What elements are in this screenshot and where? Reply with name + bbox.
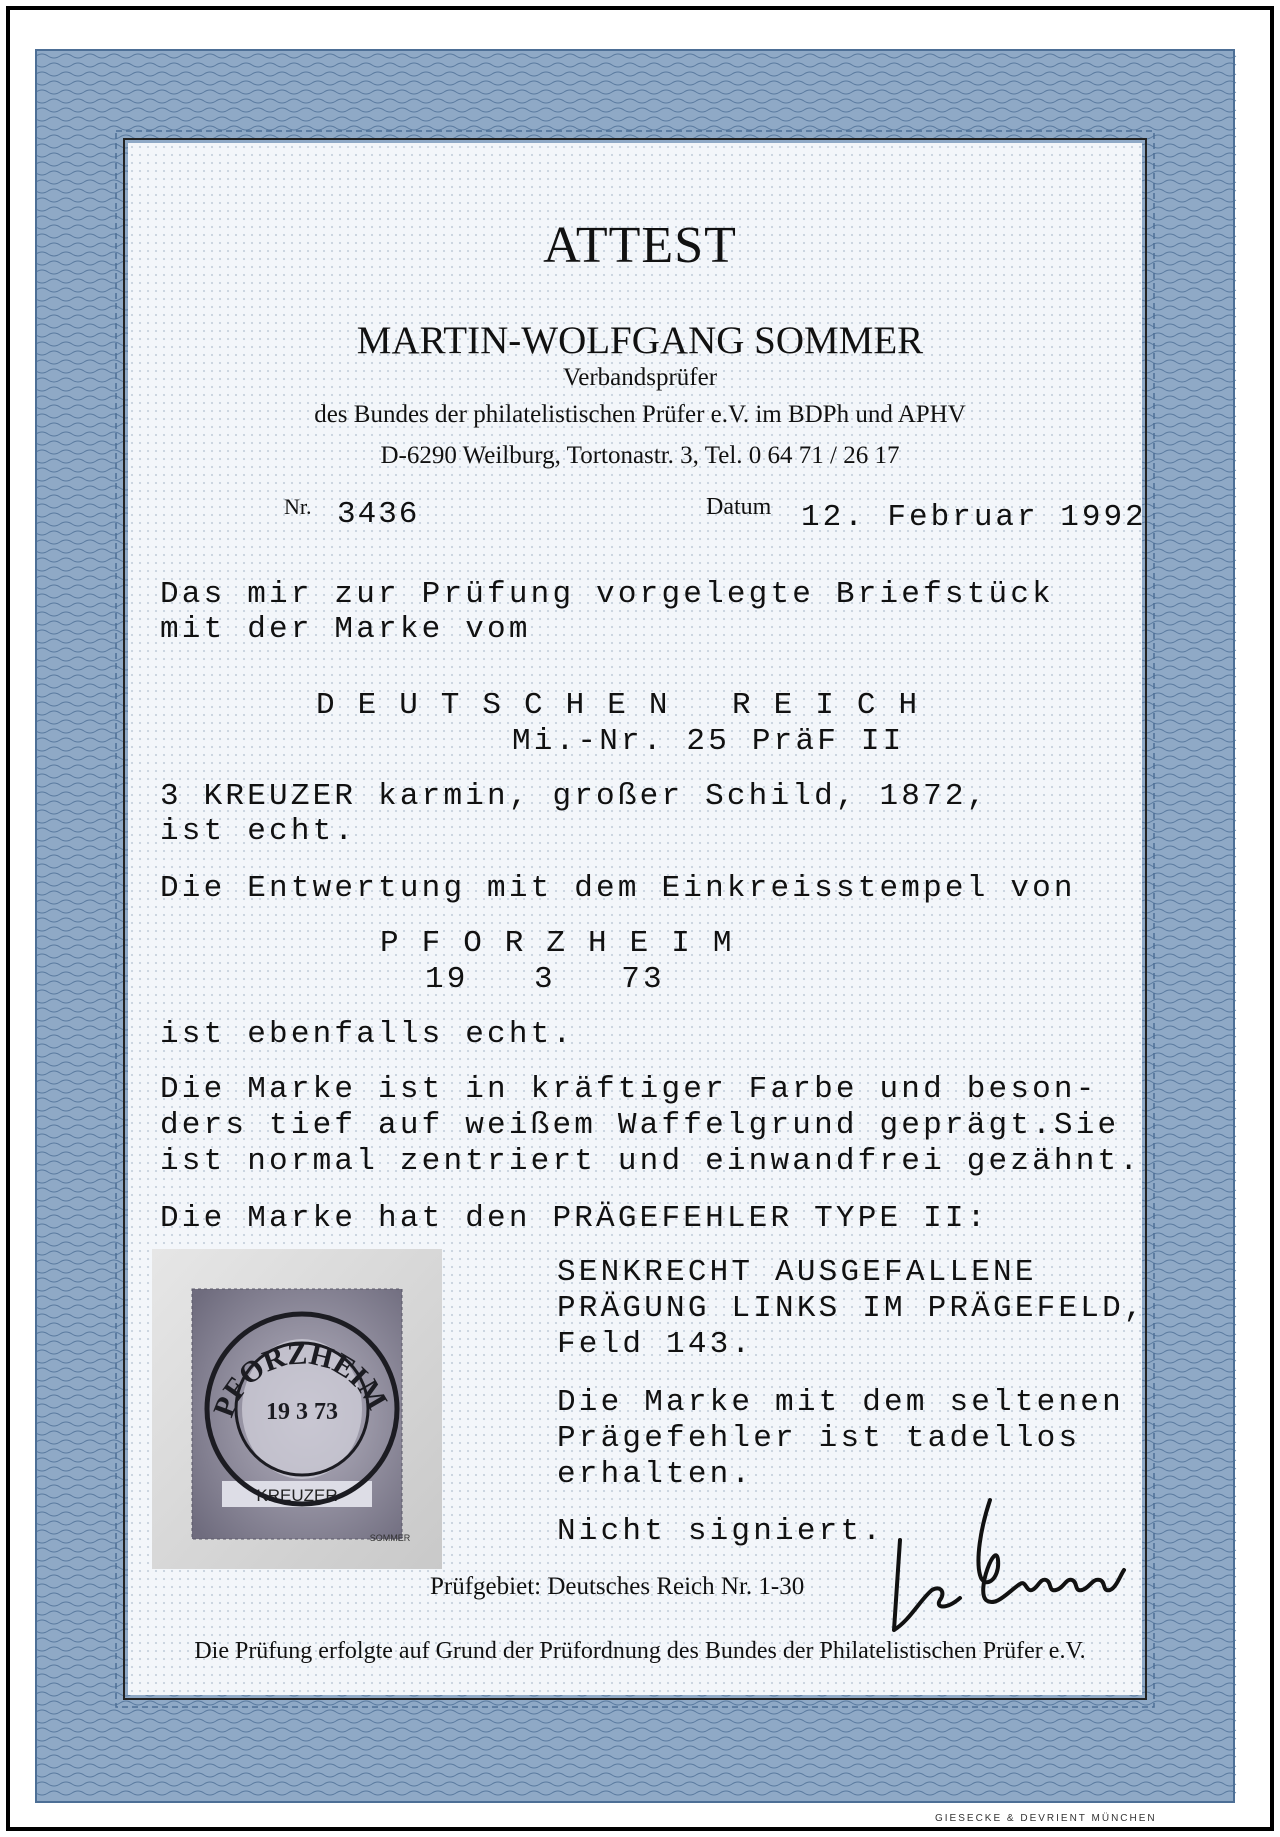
condition-line-1: Die Marke ist in kräftiger Farbe und beson- [160, 1072, 1098, 1107]
certificate-title: ATTEST [543, 217, 737, 274]
postmark-town-text: PFORZHEIM [207, 1337, 394, 1422]
error-intro: Die Marke hat den PRÄGEFEHLER TYPE II: [160, 1201, 989, 1236]
certificate-number: 3436 [337, 497, 420, 532]
nr-label: Nr. [284, 494, 312, 519]
postmark-date-text: 19 3 73 [266, 1399, 338, 1425]
stamp-photo [152, 1249, 442, 1569]
cancellation-genuine-statement: ist ebenfalls echt. [160, 1017, 575, 1052]
printer-imprint: GIESECKE & DEVRIENT MÜNCHEN [935, 1813, 1157, 1824]
intro-line-2: mit der Marke vom [160, 612, 531, 647]
error-line-1: SENKRECHT AUSGEFALLENE [557, 1255, 1037, 1290]
not-signed-note: Nicht signiert. [557, 1514, 885, 1549]
condition-line-2: ders tief auf weißem Waffelgrund geprägt.Sie [160, 1108, 1120, 1143]
error-line-2: PRÄGUNG LINKS IM PRÄGEFELD, [557, 1291, 1146, 1326]
cancellation-date: 19 3 73 [425, 962, 665, 997]
examination-scope: Prüfgebiet: Deutsches Reich Nr. 1-30 [430, 1573, 805, 1600]
rare-line-1: Die Marke mit dem seltenen [557, 1385, 1124, 1420]
examiner-name: MARTIN-WOLFGANG SOMMER [356, 319, 924, 362]
date-label: Datum [706, 494, 772, 520]
examiner-role: Verbandsprüfer [562, 364, 718, 391]
rare-line-2: Prägefehler ist tadellos [557, 1421, 1081, 1456]
certificate-date: 12. Februar 1992 [801, 500, 1147, 535]
condition-line-3: ist normal zentriert und einwandfrei gezähnt. [160, 1144, 1142, 1179]
handwritten-signature [880, 1480, 1140, 1650]
error-line-3: Feld 143. [557, 1327, 754, 1362]
stamp-description: 3 KREUZER karmin, großer Schild, 1872, [160, 779, 989, 814]
intro-line-1: Das mir zur Prüfung vorgelegte Briefstück [160, 577, 1054, 612]
rare-line-3: erhalten. [557, 1457, 754, 1492]
examination-regulation: Die Prüfung erfolgte auf Grund der Prüfordnung des Bundes der Philatelistischen Prüfer e.V. [194, 1638, 1086, 1664]
catalog-number: Mi.-Nr. 25 PräF II [512, 724, 905, 759]
cancellation-intro: Die Entwertung mit dem Einkreisstempel von [160, 871, 1076, 906]
stamp-genuine-statement: ist echt. [160, 814, 357, 849]
guarantee-mark-text: SOMMER [369, 1533, 411, 1543]
examiner-address: D-6290 Weilburg, Tortonastr. 3, Tel. 0 64 71 / 26 17 [380, 442, 900, 469]
country-name: DEUTSCHEN REICH [316, 688, 941, 723]
cancellation-town: PFORZHEIM [380, 926, 755, 961]
stamp-value-text: KREUZER [256, 1486, 338, 1505]
examiner-association: des Bundes der philatelistischen Prüfer e.V. im BDPh und APHV [314, 401, 966, 428]
